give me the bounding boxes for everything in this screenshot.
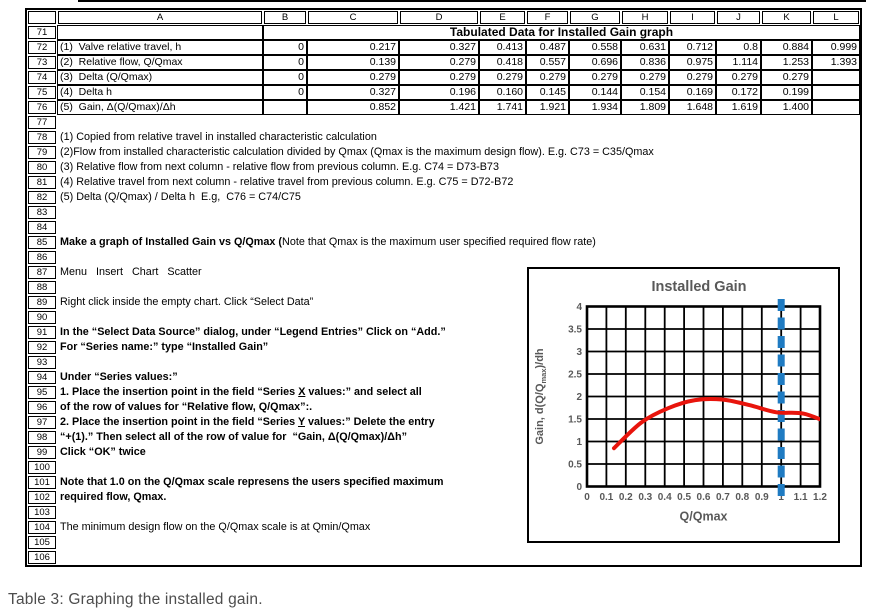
- row-number: 97: [28, 416, 56, 429]
- cell-I72: 0.712: [669, 40, 716, 55]
- sheet-row-77: [27, 115, 860, 130]
- top-edge-line: [78, 0, 866, 2]
- text-segment: Y: [298, 416, 306, 428]
- cell-F73: 0.557: [526, 55, 569, 70]
- row-text-83: [57, 205, 60, 220]
- text-segment: Right click inside the empty chart. Click “Select Data”: [60, 296, 314, 308]
- text-segment: Under “Series values:”: [60, 371, 178, 383]
- cell-H73: 0.836: [621, 55, 669, 70]
- cell-H76: 1.809: [621, 100, 669, 115]
- cell-L73: 1.393: [812, 55, 860, 70]
- sheet-row-83: [27, 205, 860, 220]
- cell-E74: 0.279: [479, 70, 526, 85]
- row-number: 103: [28, 506, 56, 519]
- row-number: 88: [28, 281, 56, 294]
- text-segment: (5) Delta (Q/Qmax) / Delta h E.g, C76 = C74/C75: [60, 191, 301, 203]
- cell-F76: 1.921: [526, 100, 569, 115]
- row-text-95: [57, 385, 422, 400]
- row-text-106: [57, 550, 60, 565]
- row-text-97: [57, 415, 435, 430]
- cell-H75: 0.154: [621, 85, 669, 100]
- column-header-I: I: [670, 11, 715, 24]
- sheet-row-82: [27, 190, 860, 205]
- cell-A74: (3) Delta (Q/Qmax): [57, 70, 263, 85]
- row-text-102: [57, 490, 166, 505]
- row-text-92: [57, 340, 268, 355]
- row-number: 96: [28, 401, 56, 414]
- row-number: 106: [28, 551, 56, 564]
- row-number: 74: [28, 71, 56, 84]
- row-number: 76: [28, 101, 56, 114]
- cell-E75: 0.160: [479, 85, 526, 100]
- row-text-103: [57, 505, 60, 520]
- sheet-row-106: [27, 550, 860, 565]
- cell-K75: 0.199: [761, 85, 812, 100]
- cell-G75: 0.144: [569, 85, 621, 100]
- cell-I76: 1.648: [669, 100, 716, 115]
- cell-D74: 0.279: [399, 70, 479, 85]
- y-axis-tick-label: 2: [576, 392, 582, 403]
- cell-I73: 0.975: [669, 55, 716, 70]
- cell-K74: 0.279: [761, 70, 812, 85]
- row-text-79: [57, 145, 654, 160]
- cell-D73: 0.279: [399, 55, 479, 70]
- cell-H72: 0.631: [621, 40, 669, 55]
- cell-J76: 1.619: [716, 100, 761, 115]
- x-axis-tick-label: 0.9: [754, 492, 769, 503]
- row-text-98: [57, 430, 407, 445]
- cell-E73: 0.418: [479, 55, 526, 70]
- row-number: 79: [28, 146, 56, 159]
- text-segment: Note that 1.0 on the Q/Qmax scale represens the users specified maximum: [60, 476, 444, 488]
- column-header-H: H: [622, 11, 668, 24]
- cell-G74: 0.279: [569, 70, 621, 85]
- cell-G72: 0.558: [569, 40, 621, 55]
- cell-A75: (4) Delta h: [57, 85, 263, 100]
- cell-B76: [263, 100, 307, 115]
- text-segment: of the row of values for “Relative flow, Q/Qmax”:.: [60, 401, 313, 413]
- sheet-row-85: [27, 235, 860, 250]
- row-number: 100: [28, 461, 56, 474]
- sheet-row-80: [27, 160, 860, 175]
- text-segment: values:” and select all: [305, 386, 422, 398]
- row-number: 72: [28, 41, 56, 54]
- x-axis-tick-label: 1.2: [813, 492, 827, 503]
- cell-J75: 0.172: [716, 85, 761, 100]
- y-axis-tick-label: 1: [576, 437, 582, 448]
- text-segment: Menu Insert Chart Scatter: [60, 266, 202, 278]
- row-text-78: [57, 130, 377, 145]
- x-axis-title: Q/Qmax: [679, 509, 728, 524]
- x-axis-tick-label: 1: [778, 492, 784, 503]
- cell-G73: 0.696: [569, 55, 621, 70]
- row-number: 86: [28, 251, 56, 264]
- cell-K76: 1.400: [761, 100, 812, 115]
- column-header-J: J: [717, 11, 760, 24]
- cell-K72: 0.884: [761, 40, 812, 55]
- text-segment: In the “Select Data Source” dialog, under “Legend Entries” Click on “Add.”: [60, 326, 446, 338]
- x-axis-tick-label: 0.1: [599, 492, 614, 503]
- cell-B72: 0: [263, 40, 307, 55]
- row-text-84: [57, 220, 60, 235]
- chart-grid: [587, 307, 820, 487]
- column-header-L: L: [813, 11, 859, 24]
- cell-J72: 0.8: [716, 40, 761, 55]
- row-number: 78: [28, 131, 56, 144]
- cell-J74: 0.279: [716, 70, 761, 85]
- text-segment: For “Series name:” type “Installed Gain”: [60, 341, 269, 353]
- row-text-91: [57, 325, 446, 340]
- text-segment: X: [298, 386, 306, 398]
- cell-D72: 0.327: [399, 40, 479, 55]
- cell-L72: 0.999: [812, 40, 860, 55]
- cell-C73: 0.139: [307, 55, 399, 70]
- row-number: 82: [28, 191, 56, 204]
- x-axis-tick-label: 0.4: [657, 492, 672, 503]
- sheet-row-81: [27, 175, 860, 190]
- row-number: 77: [28, 116, 56, 129]
- text-segment: “+(1).” Then select all of the row of value for “Gain, Δ(Q/Qmax)/Δh”: [60, 431, 407, 443]
- cell-E72: 0.413: [479, 40, 526, 55]
- text-segment: (2)Flow from installed characteristic calculation divided by Qmax (Qmax is the maximum design flow). E.g. C73 = C35/Qmax: [60, 146, 654, 158]
- x-axis-tick-label: 0.2: [618, 492, 633, 503]
- cell-I74: 0.279: [669, 70, 716, 85]
- row-number: 102: [28, 491, 56, 504]
- cell-B75: 0: [263, 85, 307, 100]
- cell-F72: 0.487: [526, 40, 569, 55]
- row-text-85: [57, 235, 596, 250]
- x-axis-tick-label: 0.3: [638, 492, 653, 503]
- chart-title: Installed Gain: [651, 279, 747, 295]
- row-number: 87: [28, 266, 56, 279]
- x-axis-tick-label: 0.5: [677, 492, 692, 503]
- column-header-D: D: [400, 11, 478, 24]
- column-header-row: [27, 10, 860, 25]
- cell-C75: 0.327: [307, 85, 399, 100]
- corner-cell: [28, 11, 56, 24]
- sheet-row-79: [27, 145, 860, 160]
- row-text-81: [57, 175, 513, 190]
- text-segment: Note that Qmax is the maximum user specified required flow rate): [282, 236, 596, 248]
- cell-J73: 1.114: [716, 55, 761, 70]
- row-text-105: [57, 535, 60, 550]
- row-number: 92: [28, 341, 56, 354]
- column-header-G: G: [570, 11, 620, 24]
- cell-E76: 1.741: [479, 100, 526, 115]
- x-axis-tick-label: 1.1: [793, 492, 808, 503]
- cell-A73: (2) Relative flow, Q/Qmax: [57, 55, 263, 70]
- y-axis-tick-label: 0: [576, 482, 582, 493]
- row-number: 83: [28, 206, 56, 219]
- text-segment: (1) Copied from relative travel in installed characteristic calculation: [60, 131, 377, 143]
- cell-L74: [812, 70, 860, 85]
- row-text-77: [57, 115, 60, 130]
- y-axis-title: Gain, $d(Q/Q_{max})/dh$: [534, 348, 548, 445]
- cell-C76: 0.852: [307, 100, 399, 115]
- cell-A71: [57, 25, 263, 40]
- cell-L75: [812, 85, 860, 100]
- sheet-row-84: [27, 220, 860, 235]
- y-axis-tick-label: 2.5: [568, 369, 582, 381]
- x-axis-tick-label: 0: [584, 492, 590, 503]
- sheet-row-73: [27, 55, 860, 70]
- row-number: 84: [28, 221, 56, 234]
- column-header-B: B: [264, 11, 306, 24]
- x-axis-tick-label: 0.8: [735, 492, 750, 503]
- row-number: 91: [28, 326, 56, 339]
- y-axis-tick-label: 1.5: [568, 414, 582, 426]
- sheet-row-78: [27, 130, 860, 145]
- row-number: 98: [28, 431, 56, 444]
- row-number: 89: [28, 296, 56, 309]
- y-axis-tick-label: 4: [576, 302, 582, 313]
- text-segment: values:” Delete the entry: [305, 416, 435, 428]
- row-text-82: [57, 190, 301, 205]
- row-text-90: [57, 310, 60, 325]
- cell-B74: 0: [263, 70, 307, 85]
- y-axis-tick-label: 0.5: [568, 459, 582, 471]
- text-segment: 2. Place the insertion point in the field “Series: [60, 416, 298, 428]
- row-number: 85: [28, 236, 56, 249]
- row-number: 104: [28, 521, 56, 534]
- row-text-93: [57, 355, 60, 370]
- cell-D76: 1.421: [399, 100, 479, 115]
- cell-G76: 1.934: [569, 100, 621, 115]
- row-text-86: [57, 250, 60, 265]
- row-number: 95: [28, 386, 56, 399]
- cell-L76: [812, 100, 860, 115]
- row-text-99: [57, 445, 146, 460]
- column-header-C: C: [308, 11, 398, 24]
- cell-I75: 0.169: [669, 85, 716, 100]
- row-number: 101: [28, 476, 56, 489]
- row-text-89: [57, 295, 313, 310]
- cell-C74: 0.279: [307, 70, 399, 85]
- row-number: 94: [28, 371, 56, 384]
- cell-B73: 0: [263, 55, 307, 70]
- sheet-row-76: [27, 100, 860, 115]
- text-segment: Make a graph of Installed Gain vs Q/Qmax (: [60, 236, 283, 248]
- sheet-row-74: [27, 70, 860, 85]
- sheet-row-86: [27, 250, 860, 265]
- row-text-100: [57, 460, 60, 475]
- cell-F75: 0.145: [526, 85, 569, 100]
- table-caption: Table 3: Graphing the installed gain.: [8, 591, 263, 608]
- cell-K73: 1.253: [761, 55, 812, 70]
- cell-A72: (1) Valve relative travel, h: [57, 40, 263, 55]
- y-axis-tick-label: 3: [576, 347, 582, 358]
- sheet-row-75: [27, 85, 860, 100]
- row-number: 73: [28, 56, 56, 69]
- row-text-87: [57, 265, 202, 280]
- row-number: 99: [28, 446, 56, 459]
- text-segment: (3) Relative flow from next column - relative flow from previous column. E.g. C74 = D73-B73: [60, 161, 499, 173]
- sheet-row-71: [27, 25, 860, 40]
- text-segment: 1. Place the insertion point in the field “Series: [60, 386, 299, 398]
- row-number: 71: [28, 26, 56, 39]
- chart-svg: [529, 269, 837, 540]
- installed-gain-chart: [527, 267, 840, 543]
- column-header-A: A: [58, 11, 262, 24]
- x-axis-tick-label: 0.7: [715, 492, 730, 503]
- y-axis-tick-label: 3.5: [568, 324, 582, 336]
- row-text-104: [57, 520, 370, 535]
- row-number: 80: [28, 161, 56, 174]
- cell-A76: (5) Gain, Δ(Q/Qmax)/Δh: [57, 100, 263, 115]
- cell-D75: 0.196: [399, 85, 479, 100]
- cell-H74: 0.279: [621, 70, 669, 85]
- row-number: 81: [28, 176, 56, 189]
- text-segment: The minimum design flow on the Q/Qmax scale is at Qmin/Qmax: [60, 521, 371, 533]
- row-number: 90: [28, 311, 56, 324]
- row-text-101: [57, 475, 443, 490]
- cell-F74: 0.279: [526, 70, 569, 85]
- column-header-K: K: [762, 11, 811, 24]
- row-number: 105: [28, 536, 56, 549]
- text-segment: required flow, Qmax.: [60, 491, 167, 503]
- row-text-96: [57, 400, 312, 415]
- text-segment: Click “OK” twice: [60, 446, 146, 458]
- row-number: 75: [28, 86, 56, 99]
- text-segment: (4) Relative travel from next column - relative travel from previous column. E.g. C75 = D72-B72: [60, 176, 514, 188]
- x-axis-tick-label: 0.6: [696, 492, 711, 503]
- cell-C72: 0.217: [307, 40, 399, 55]
- row-text-80: [57, 160, 499, 175]
- column-header-F: F: [527, 11, 568, 24]
- table-title: Tabulated Data for Installed Gain graph: [263, 25, 860, 40]
- row-text-94: [57, 370, 178, 385]
- row-text-88: [57, 280, 60, 295]
- row-number: 93: [28, 356, 56, 369]
- sheet-row-72: [27, 40, 860, 55]
- column-header-E: E: [480, 11, 525, 24]
